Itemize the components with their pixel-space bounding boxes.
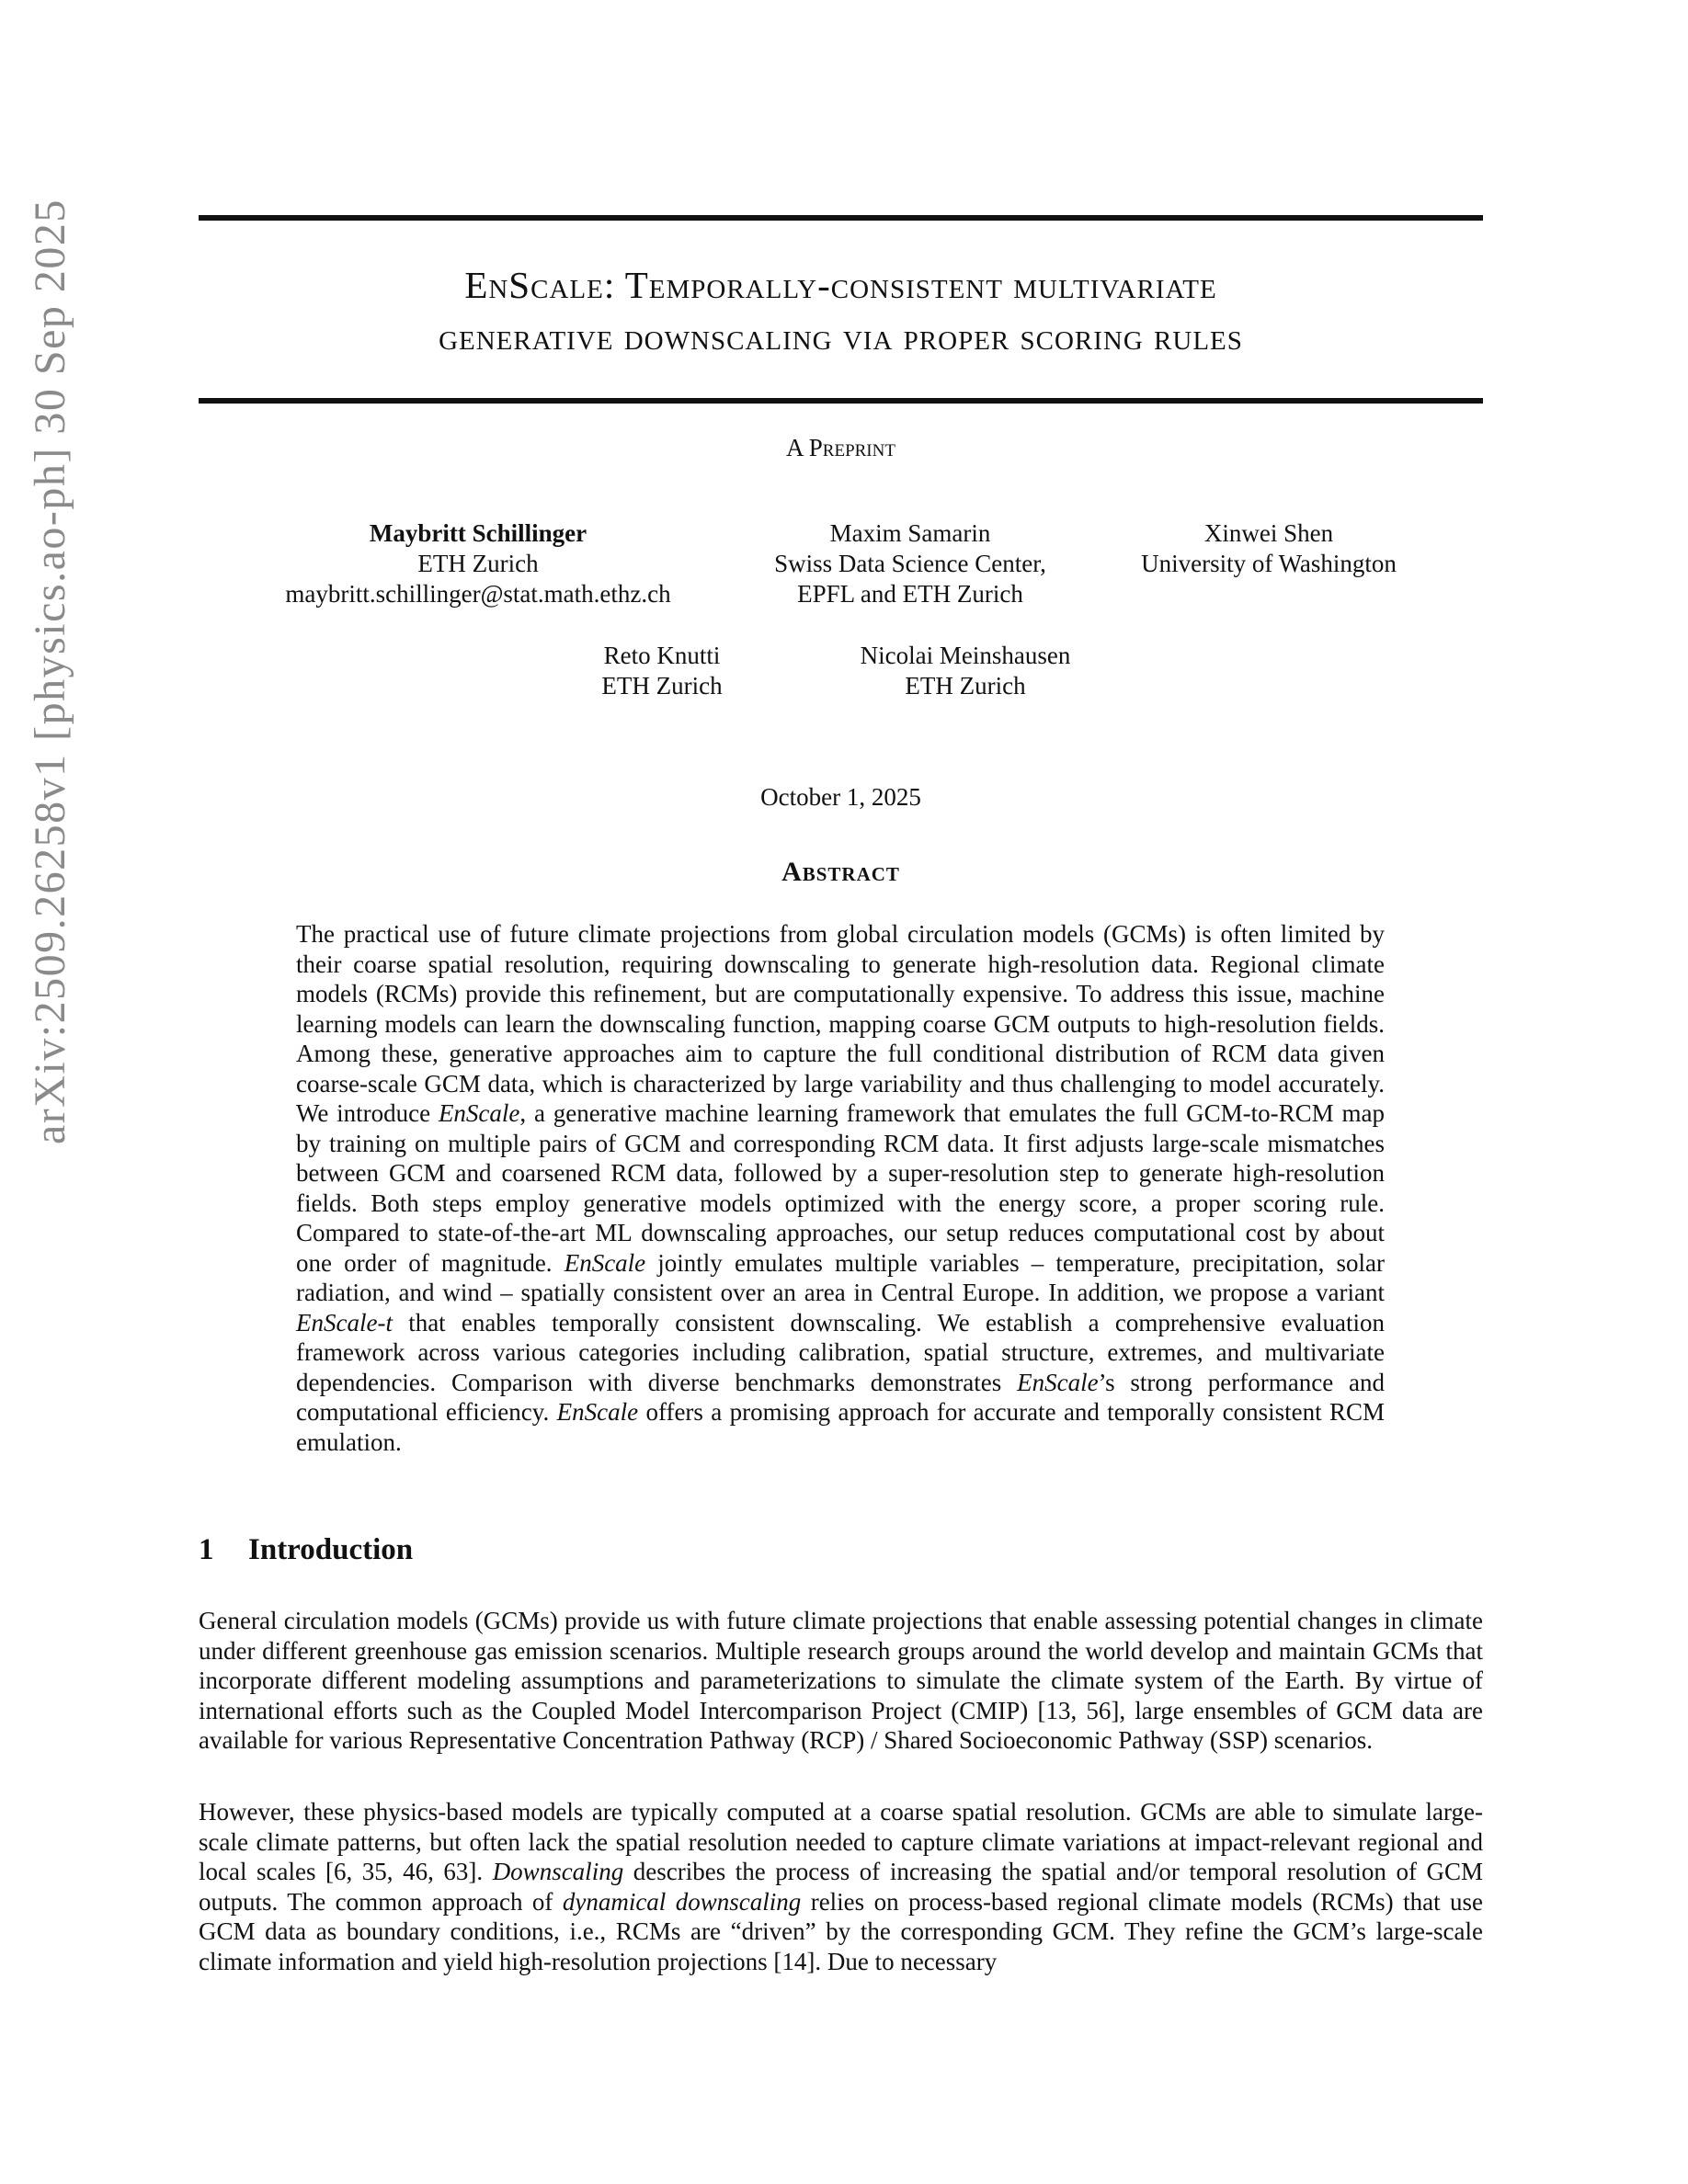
paper-title (199, 259, 1483, 362)
abstract-heading: Abstract (781, 857, 900, 887)
abstract-segment: The practical use of future climate projections from global circulation models (GCMs) is often limited by their coarse spatial resolution, requiring downscaling to generate high-resolution data. Regional climate models (RCMs) provide this refinement, but are computationally expensive. To address this issue, machine learning models can learn the downscaling function, mapping coarse GCM outputs to high-resolution fields. Among these, generative approaches aim to capture the full conditional distribution of RCM data given coarse-scale GCM data, which is characterized by large variability and thus challenging to model accurately. We introduce (296, 920, 1385, 1127)
author-name: Maybritt Schillinger (369, 519, 587, 547)
author-affiliation: Swiss Data Science Center, (774, 550, 1046, 577)
author-affiliation: ETH Zurich (905, 672, 1026, 700)
abstract-segment: that enables temporally consistent downscaling. We establish a comprehensive evaluation framework across various categories including calibration, spatial structure, extremes, and multivariate dependencies. Comparison with diverse benchmarks demonstrates (296, 1308, 1385, 1396)
author-affiliation: EPFL and ETH Zurich (797, 580, 1023, 608)
preprint-label: A Preprint (786, 434, 895, 461)
title-rule-bottom (199, 398, 1483, 404)
body-paragraph: General circulation models (GCMs) provide us with future climate projections that enable assessing potential changes in climate under different greenhouse gas emission scenarios. Multiple research groups around the world develop and maintain GCMs that incorporate different modeling assumptions and parameterizations to simulate the climate system of the Earth. By virtue of international efforts such as the Coupled Model Intercomparison Project (CMIP) [13, 56], large ensembles of GCM data are available for various Representative Concentration Pathway (RCP) / Shared Socioeconomic Pathway (SSP) scenarios. (199, 1607, 1483, 1754)
abstract-segment: jointly emulates multiple variables – temperature, precipitation, solar radiation, and wind – spatially consistent over an area in Central Europe. In addition, we propose a variant (296, 1248, 1385, 1306)
paragraph-emphasis: dynamical downscaling (562, 1887, 802, 1916)
arxiv-identifier-stamp[interactable]: arXiv:2509.26258v1 [physics.ao-ph] 30 Sep 2025 (26, 199, 74, 1144)
abstract-text (296, 919, 1385, 1457)
abstract-segment: offers a promising approach for accurate and temporally consistent RCM emulation. (296, 1398, 1386, 1456)
paragraph-segment: describes the process of increasing the spatial and/or temporal resolution of GCM outputs. The common approach of (199, 1858, 1483, 1916)
title-line-1: EnScale: Temporally-consistent multivariate (464, 264, 1217, 306)
title-rule-top (199, 215, 1483, 221)
author-affiliation: ETH Zurich (601, 672, 723, 700)
author-name: Xinwei Shen (1203, 519, 1334, 547)
paragraph-emphasis: Downscaling (492, 1858, 624, 1885)
abstract-emphasis: EnScale (556, 1398, 639, 1426)
section-title: Introduction (248, 1533, 414, 1566)
author-block (736, 518, 1085, 609)
author-block (827, 641, 1103, 701)
abstract-emphasis: EnScale (1017, 1368, 1099, 1396)
abstract-segment: , a generative machine learning framework that emulates the full GCM-to-RCM map by training on multiple pairs of GCM and corresponding RCM data. It first adjusts large-scale mismatches between GCM and coarsened RCM data, followed by a super-resolution step to generate high-resolution fields. Both steps employ generative models optimized with the energy score, a proper scoring rule. Compared to state-of-the-art ML downscaling approaches, our setup reduces computational cost by about one order of magnitude. (296, 1099, 1385, 1277)
abstract-segment: ’s strong performance and computational efficiency. (296, 1368, 1386, 1426)
section-heading (199, 1533, 413, 1567)
author-name: Nicolai Meinshausen (860, 642, 1071, 669)
author-name: Reto Knutti (603, 642, 721, 669)
author-block (257, 518, 699, 609)
publication-date: October 1, 2025 (760, 783, 921, 811)
author-affiliation: University of Washington (1141, 550, 1397, 577)
body-paragraph (199, 1797, 1483, 1976)
author-email[interactable]: maybritt.schillinger@stat.math.ethz.ch (285, 580, 671, 608)
abstract-emphasis: EnScale (564, 1248, 646, 1277)
paragraph-segment: However, these physics-based models are typically computed at a coarse spatial resolution. GCMs are able to simulate large-scale climate patterns, but often lack the spatial resolution needed to capture climate variations at impact-relevant regional and local scales [6, 35, 46, 63]. (199, 1798, 1483, 1885)
abstract-emphasis: EnScale (438, 1099, 520, 1127)
abstract-emphasis: EnScale-t (296, 1308, 393, 1337)
author-name: Maxim Samarin (829, 519, 991, 547)
author-block (1112, 518, 1425, 579)
section-number: 1 (199, 1533, 214, 1566)
author-affiliation: ETH Zurich (417, 550, 539, 577)
author-block (552, 641, 772, 701)
paragraph-segment: relies on process-based regional climate models (RCMs) that use GCM data as boundary conditions, i.e., RCMs are “driven” by the corresponding GCM. They refine the GCM’s large-scale climate information and yield high-resolution projections [14]. Due to necessary (199, 1887, 1483, 1975)
title-line-2: generative downscaling via proper scoring rules (439, 315, 1243, 358)
